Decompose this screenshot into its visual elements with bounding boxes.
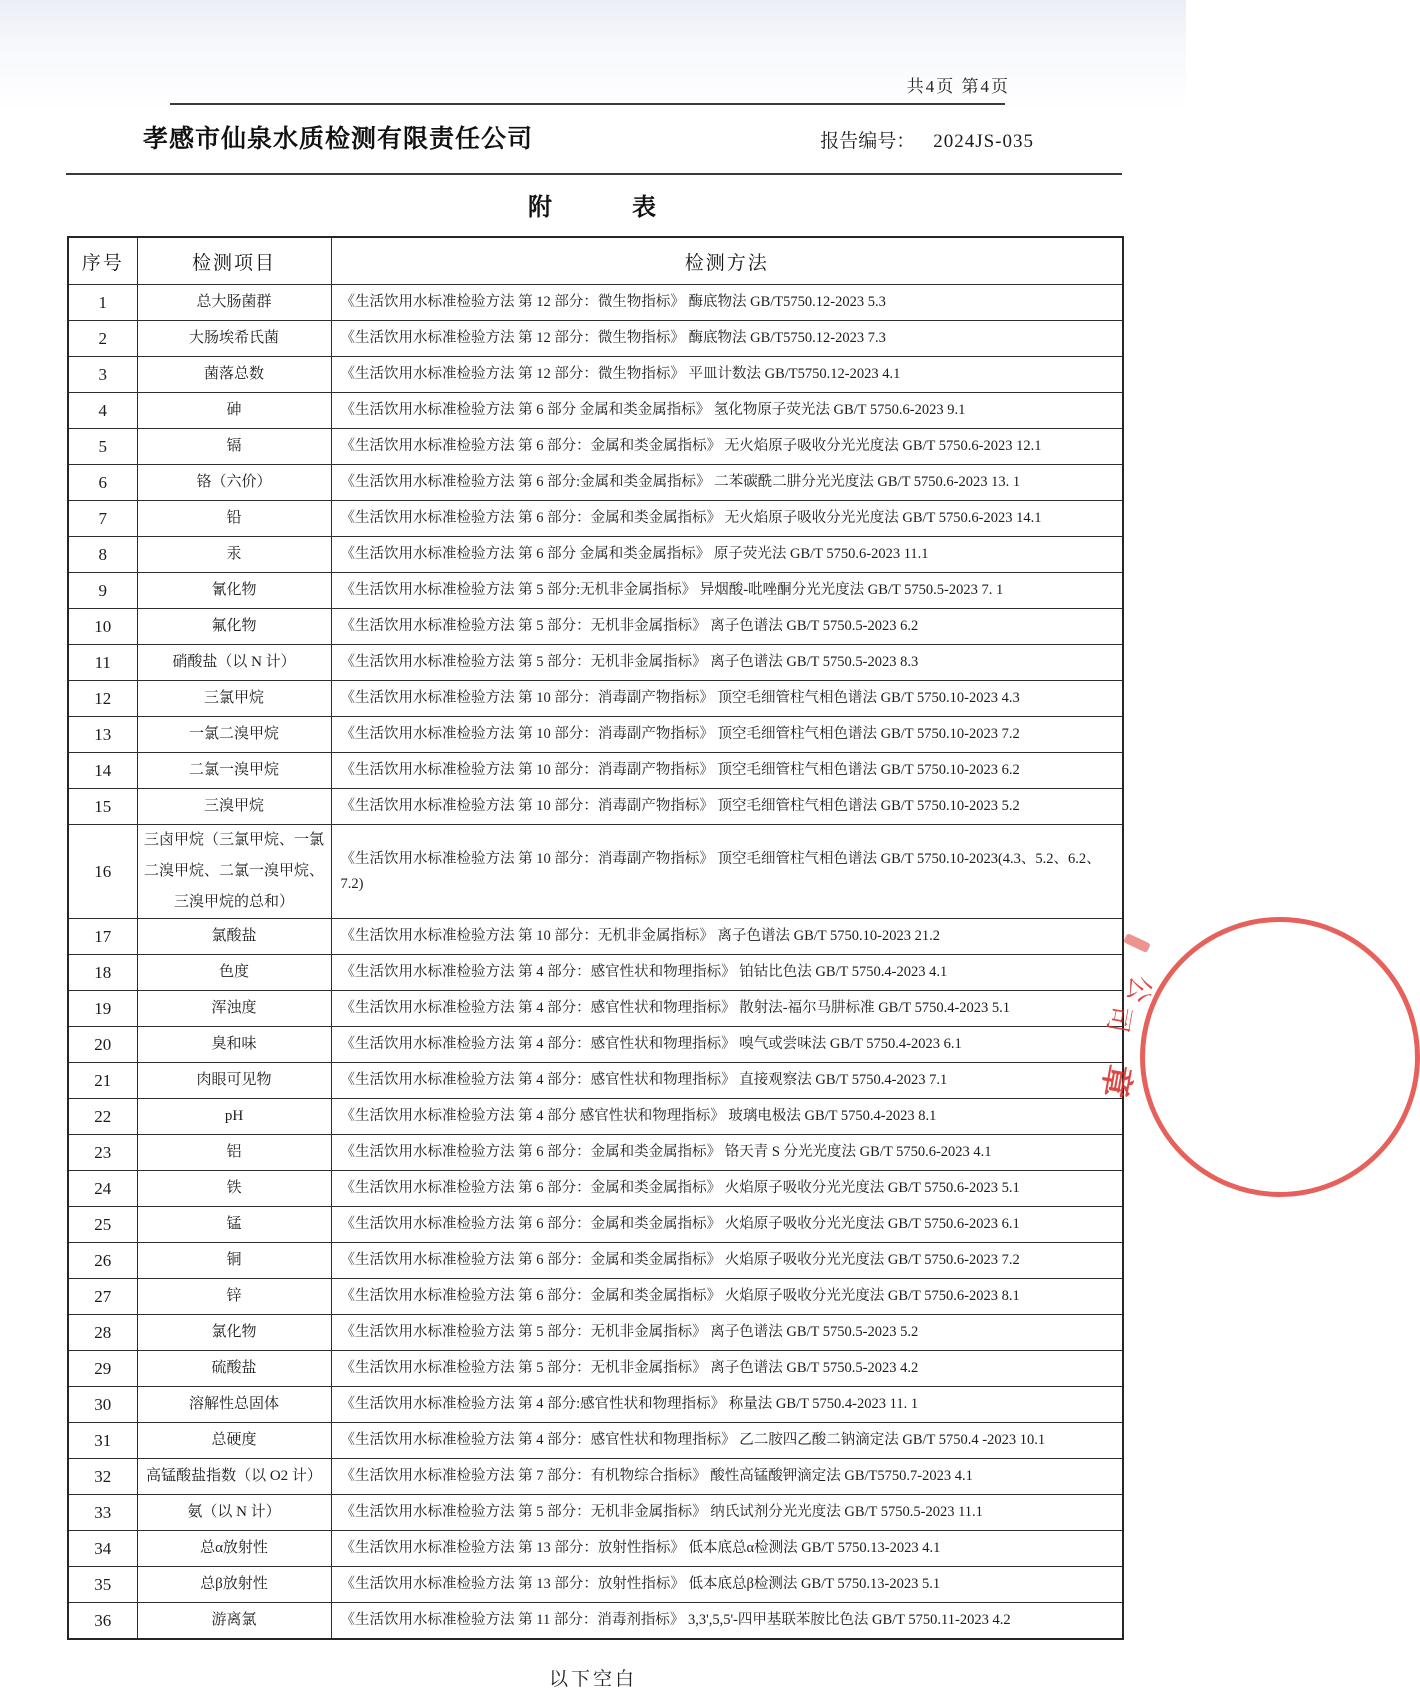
- cell-test-item: 铜: [137, 1243, 331, 1279]
- cell-serial-no: 31: [68, 1423, 137, 1459]
- table-row: [68, 501, 1123, 537]
- table-row: [68, 321, 1123, 357]
- table-header-row: [68, 237, 1123, 285]
- cell-test-method: 《生活饮用水标准检验方法 第 4 部分 感官性状和物理指标》 玻璃电极法 GB/T 5750.4-2023 8.1: [331, 1099, 1123, 1135]
- page-title: 附 表: [528, 195, 658, 221]
- company-seal-stamp: [1140, 917, 1420, 1197]
- table-row: [68, 1279, 1123, 1315]
- methods-table: [67, 236, 1124, 1640]
- cell-test-method: 《生活饮用水标准检验方法 第 12 部分：微生物指标》 酶底物法 GB/T5750.12-2023 7.3: [331, 321, 1123, 357]
- cell-serial-no: 23: [68, 1135, 137, 1171]
- table-row: [68, 1027, 1123, 1063]
- cell-test-method: 《生活饮用水标准检验方法 第 6 部分：金属和类金属指标》 火焰原子吸收分光光度法 GB/T 5750.6-2023 7.2: [331, 1243, 1123, 1279]
- cell-serial-no: 34: [68, 1531, 137, 1567]
- cell-test-item: 三溴甲烷: [137, 789, 331, 825]
- cell-serial-no: 13: [68, 717, 137, 753]
- report-number: [820, 126, 1034, 153]
- table-row: [68, 1495, 1123, 1531]
- cell-serial-no: 29: [68, 1351, 137, 1387]
- page-indicator: 共4页 第4页: [906, 77, 1010, 96]
- cell-serial-no: 24: [68, 1171, 137, 1207]
- table-row: [68, 429, 1123, 465]
- cell-test-item: 肉眼可见物: [137, 1063, 331, 1099]
- table-row: [68, 1423, 1123, 1459]
- cell-test-method: 《生活饮用水标准检验方法 第 10 部分：消毒副产物指标》 顶空毛细管柱气相色谱法 GB/T 5750.10-2023 6.2: [331, 753, 1123, 789]
- cell-serial-no: 19: [68, 991, 137, 1027]
- cell-test-item: 总硬度: [137, 1423, 331, 1459]
- table-body: [68, 285, 1123, 1640]
- cell-test-method: 《生活饮用水标准检验方法 第 6 部分：金属和类金属指标》 火焰原子吸收分光光度法 GB/T 5750.6-2023 6.1: [331, 1207, 1123, 1243]
- table-row: [68, 825, 1123, 919]
- cell-serial-no: 1: [68, 285, 137, 321]
- table-row: [68, 753, 1123, 789]
- cell-serial-no: 26: [68, 1243, 137, 1279]
- cell-test-item: 菌落总数: [137, 357, 331, 393]
- cell-serial-no: 15: [68, 789, 137, 825]
- cell-test-item: 游离氯: [137, 1603, 331, 1640]
- cell-test-method: 《生活饮用水标准检验方法 第 4 部分：感官性状和物理指标》 铂钴比色法 GB/T 5750.4-2023 4.1: [331, 955, 1123, 991]
- cell-test-method: 《生活饮用水标准检验方法 第 4 部分：感官性状和物理指标》 散射法-福尔马肼标准 GB/T 5750.4-2023 5.1: [331, 991, 1123, 1027]
- table-row: [68, 681, 1123, 717]
- cell-test-method: 《生活饮用水标准检验方法 第 4 部分：感官性状和物理指标》 直接观察法 GB/T 5750.4-2023 7.1: [331, 1063, 1123, 1099]
- table-row: [68, 393, 1123, 429]
- table-row: [68, 955, 1123, 991]
- table-row: [68, 1387, 1123, 1423]
- cell-serial-no: 14: [68, 753, 137, 789]
- header-cell-no: 序号: [68, 237, 137, 285]
- cell-test-method: 《生活饮用水标准检验方法 第 6 部分：金属和类金属指标》 无火焰原子吸收分光光度法 GB/T 5750.6-2023 12.1: [331, 429, 1123, 465]
- cell-serial-no: 32: [68, 1459, 137, 1495]
- report-number-value: 2024JS-035: [933, 131, 1034, 152]
- cell-test-method: 《生活饮用水标准检验方法 第 12 部分：微生物指标》 平皿计数法 GB/T5750.12-2023 4.1: [331, 357, 1123, 393]
- table-row: [68, 1531, 1123, 1567]
- table-row: [68, 1459, 1123, 1495]
- cell-test-item: 硫酸盐: [137, 1351, 331, 1387]
- header-cell-method: 检测方法: [331, 237, 1123, 285]
- cell-test-method: 《生活饮用水标准检验方法 第 13 部分：放射性指标》 低本底总α检测法 GB/T 5750.13-2023 4.1: [331, 1531, 1123, 1567]
- cell-test-method: 《生活饮用水标准检验方法 第 12 部分：微生物指标》 酶底物法 GB/T5750.12-2023 5.3: [331, 285, 1123, 321]
- cell-test-method: 《生活饮用水标准检验方法 第 6 部分：金属和类金属指标》 火焰原子吸收分光光度法 GB/T 5750.6-2023 5.1: [331, 1171, 1123, 1207]
- table-row: [68, 717, 1123, 753]
- company-seal-char: 司: [1101, 1003, 1137, 1035]
- table-row: [68, 789, 1123, 825]
- cell-test-item: 硝酸盐（以 N 计）: [137, 645, 331, 681]
- cell-serial-no: 4: [68, 393, 137, 429]
- cell-test-item: 汞: [137, 537, 331, 573]
- header-cell-item: 检测项目: [137, 237, 331, 285]
- report-number-label: 报告编号：: [820, 131, 916, 152]
- cell-test-item: 溶解性总固体: [137, 1387, 331, 1423]
- cell-test-method: 《生活饮用水标准检验方法 第 5 部分：无机非金属指标》 离子色谱法 GB/T 5750.5-2023 5.2: [331, 1315, 1123, 1351]
- cell-test-item: 氟化物: [137, 609, 331, 645]
- cell-test-method: 《生活饮用水标准检验方法 第 5 部分:无机非金属指标》 异烟酸-吡唑酮分光光度法 GB/T 5750.5-2023 7. 1: [331, 573, 1123, 609]
- table-row: [68, 609, 1123, 645]
- cell-test-method: 《生活饮用水标准检验方法 第 10 部分：消毒副产物指标》 顶空毛细管柱气相色谱法 GB/T 5750.10-2023 7.2: [331, 717, 1123, 753]
- cell-serial-no: 8: [68, 537, 137, 573]
- table-row: [68, 357, 1123, 393]
- cell-serial-no: 36: [68, 1603, 137, 1640]
- cell-serial-no: 16: [68, 825, 137, 919]
- cell-test-item: 砷: [137, 393, 331, 429]
- cell-test-item: 铁: [137, 1171, 331, 1207]
- cell-test-item: 氯酸盐: [137, 919, 331, 955]
- cell-test-method: 《生活饮用水标准检验方法 第 11 部分：消毒剂指标》 3,3',5,5'-四甲基联苯胺比色法 GB/T 5750.11-2023 4.2: [331, 1603, 1123, 1640]
- cell-test-item: 镉: [137, 429, 331, 465]
- cell-serial-no: 10: [68, 609, 137, 645]
- cell-test-method: 《生活饮用水标准检验方法 第 10 部分：无机非金属指标》 离子色谱法 GB/T 5750.10-2023 21.2: [331, 919, 1123, 955]
- table-row: [68, 537, 1123, 573]
- cell-test-method: 《生活饮用水标准检验方法 第 4 部分:感官性状和物理指标》 称量法 GB/T 5750.4-2023 11. 1: [331, 1387, 1123, 1423]
- cell-test-method: 《生活饮用水标准检验方法 第 6 部分：金属和类金属指标》 火焰原子吸收分光光度法 GB/T 5750.6-2023 8.1: [331, 1279, 1123, 1315]
- cell-test-item: 大肠埃希氏菌: [137, 321, 331, 357]
- cell-serial-no: 35: [68, 1567, 137, 1603]
- cell-serial-no: 25: [68, 1207, 137, 1243]
- cell-test-method: 《生活饮用水标准检验方法 第 10 部分：消毒副产物指标》 顶空毛细管柱气相色谱法 GB/T 5750.10-2023 4.3: [331, 681, 1123, 717]
- cell-test-item: 三氯甲烷: [137, 681, 331, 717]
- cell-test-method: 《生活饮用水标准检验方法 第 13 部分：放射性指标》 低本底总β检测法 GB/T 5750.13-2023 5.1: [331, 1567, 1123, 1603]
- cell-test-item: 总β放射性: [137, 1567, 331, 1603]
- table-row: [68, 1351, 1123, 1387]
- company-seal-char: 章: [1094, 1061, 1136, 1101]
- cell-test-method: 《生活饮用水标准检验方法 第 6 部分 金属和类金属指标》 原子荧光法 GB/T 5750.6-2023 11.1: [331, 537, 1123, 573]
- cell-serial-no: 22: [68, 1099, 137, 1135]
- cell-test-method: 《生活饮用水标准检验方法 第 10 部分：消毒副产物指标》 顶空毛细管柱气相色谱法 GB/T 5750.10-2023(4.3、5.2、6.2、7.2): [331, 825, 1123, 919]
- table-row: [68, 1171, 1123, 1207]
- cell-serial-no: 21: [68, 1063, 137, 1099]
- cell-test-method: 《生活饮用水标准检验方法 第 4 部分：感官性状和物理指标》 嗅气或尝味法 GB/T 5750.4-2023 6.1: [331, 1027, 1123, 1063]
- table-row: [68, 465, 1123, 501]
- header-rule-top: [170, 103, 1005, 105]
- cell-test-method: 《生活饮用水标准检验方法 第 5 部分：无机非金属指标》 离子色谱法 GB/T 5750.5-2023 6.2: [331, 609, 1123, 645]
- cell-test-item: 二氯一溴甲烷: [137, 753, 331, 789]
- cell-serial-no: 20: [68, 1027, 137, 1063]
- cell-serial-no: 6: [68, 465, 137, 501]
- table-row: [68, 1315, 1123, 1351]
- cell-serial-no: 28: [68, 1315, 137, 1351]
- table-row: [68, 1603, 1123, 1640]
- table-row: [68, 991, 1123, 1027]
- table-row: [68, 1063, 1123, 1099]
- cell-test-item: 锌: [137, 1279, 331, 1315]
- cell-test-method: 《生活饮用水标准检验方法 第 6 部分：金属和类金属指标》 铬天青 S 分光光度法 GB/T 5750.6-2023 4.1: [331, 1135, 1123, 1171]
- table-row: [68, 1135, 1123, 1171]
- cell-serial-no: 17: [68, 919, 137, 955]
- header-rule-bottom: [66, 173, 1122, 175]
- cell-test-item: 氰化物: [137, 573, 331, 609]
- cell-test-item: 铬（六价）: [137, 465, 331, 501]
- company-seal-stamp-fragment: [1123, 933, 1151, 953]
- cell-test-item: 高锰酸盐指数（以 O2 计）: [137, 1459, 331, 1495]
- cell-test-method: 《生活饮用水标准检验方法 第 6 部分 金属和类金属指标》 氢化物原子荧光法 GB/T 5750.6-2023 9.1: [331, 393, 1123, 429]
- cell-serial-no: 9: [68, 573, 137, 609]
- cell-test-item: 浑浊度: [137, 991, 331, 1027]
- cell-test-method: 《生活饮用水标准检验方法 第 4 部分：感官性状和物理指标》 乙二胺四乙酸二钠滴定法 GB/T 5750.4 -2023 10.1: [331, 1423, 1123, 1459]
- table-row: [68, 1099, 1123, 1135]
- cell-test-item: 铝: [137, 1135, 331, 1171]
- cell-serial-no: 12: [68, 681, 137, 717]
- cell-serial-no: 27: [68, 1279, 137, 1315]
- cell-serial-no: 5: [68, 429, 137, 465]
- cell-test-method: 《生活饮用水标准检验方法 第 7 部分：有机物综合指标》 酸性高锰酸钾滴定法 GB/T5750.7-2023 4.1: [331, 1459, 1123, 1495]
- company-seal-char: 公: [1121, 973, 1157, 1005]
- report-header: [143, 119, 1034, 155]
- cell-serial-no: 3: [68, 357, 137, 393]
- cell-test-method: 《生活饮用水标准检验方法 第 5 部分：无机非金属指标》 离子色谱法 GB/T 5750.5-2023 8.3: [331, 645, 1123, 681]
- cell-serial-no: 7: [68, 501, 137, 537]
- cell-serial-no: 33: [68, 1495, 137, 1531]
- cell-test-item: 总大肠菌群: [137, 285, 331, 321]
- cell-test-method: 《生活饮用水标准检验方法 第 10 部分：消毒副产物指标》 顶空毛细管柱气相色谱法 GB/T 5750.10-2023 5.2: [331, 789, 1123, 825]
- table-row: [68, 1567, 1123, 1603]
- cell-serial-no: 2: [68, 321, 137, 357]
- cell-test-item: 氯化物: [137, 1315, 331, 1351]
- cell-test-method: 《生活饮用水标准检验方法 第 5 部分：无机非金属指标》 离子色谱法 GB/T 5750.5-2023 4.2: [331, 1351, 1123, 1387]
- cell-test-item: 氨（以 N 计）: [137, 1495, 331, 1531]
- cell-test-method: 《生活饮用水标准检验方法 第 6 部分:金属和类金属指标》 二苯碳酰二肼分光光度法 GB/T 5750.6-2023 13. 1: [331, 465, 1123, 501]
- cell-serial-no: 11: [68, 645, 137, 681]
- cell-test-item: 三卤甲烷（三氯甲烷、一氯二溴甲烷、二氯一溴甲烷、三溴甲烷的总和）: [137, 825, 331, 919]
- cell-test-item: pH: [137, 1099, 331, 1135]
- cell-test-item: 臭和味: [137, 1027, 331, 1063]
- cell-serial-no: 30: [68, 1387, 137, 1423]
- cell-test-item: 色度: [137, 955, 331, 991]
- cell-test-item: 铅: [137, 501, 331, 537]
- cell-test-method: 《生活饮用水标准检验方法 第 6 部分：金属和类金属指标》 无火焰原子吸收分光光度法 GB/T 5750.6-2023 14.1: [331, 501, 1123, 537]
- footer-note: 以下空白: [548, 1669, 637, 1690]
- table-row: [68, 1243, 1123, 1279]
- table-row: [68, 573, 1123, 609]
- cell-test-item: 锰: [137, 1207, 331, 1243]
- table-row: [68, 285, 1123, 321]
- cell-serial-no: 18: [68, 955, 137, 991]
- cell-test-method: 《生活饮用水标准检验方法 第 5 部分：无机非金属指标》 纳氏试剂分光光度法 GB/T 5750.5-2023 11.1: [331, 1495, 1123, 1531]
- cell-test-item: 总α放射性: [137, 1531, 331, 1567]
- table-row: [68, 1207, 1123, 1243]
- cell-test-item: 一氯二溴甲烷: [137, 717, 331, 753]
- table-row: [68, 645, 1123, 681]
- table-row: [68, 919, 1123, 955]
- company-name: 孝感市仙泉水质检测有限责任公司: [143, 125, 534, 153]
